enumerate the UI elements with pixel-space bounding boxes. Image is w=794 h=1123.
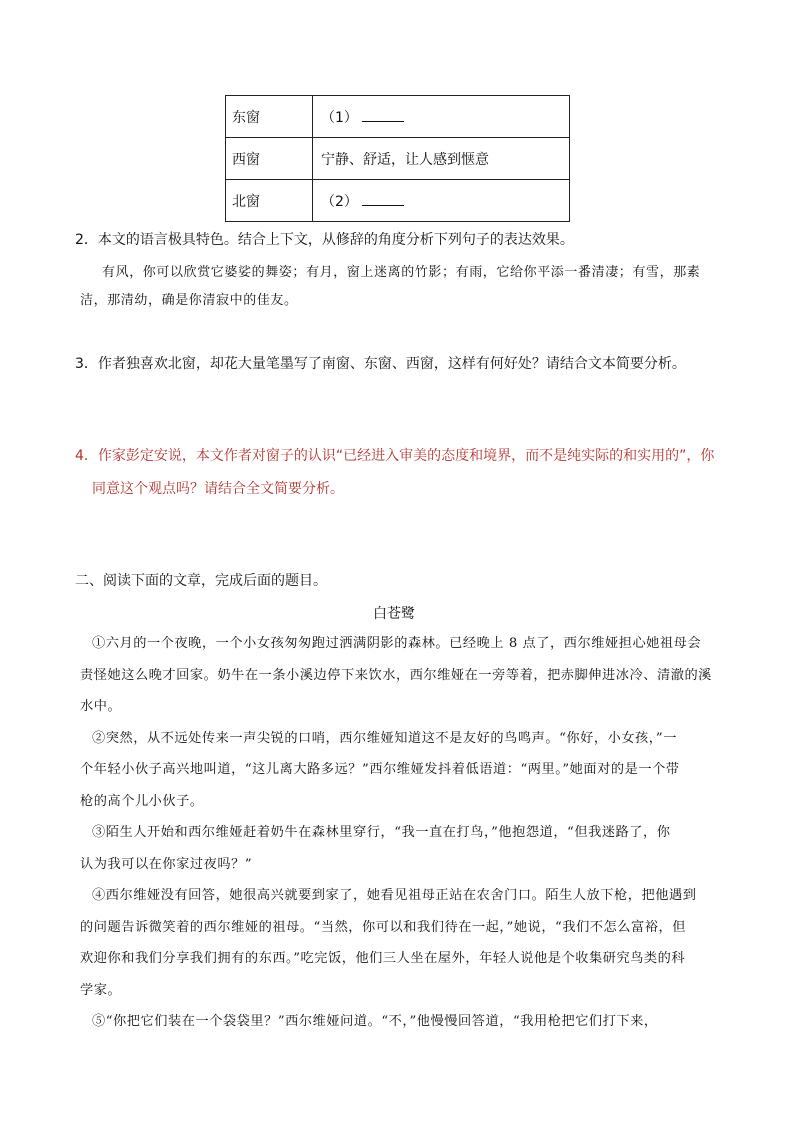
table-cell-content — [313, 96, 570, 138]
article-paragraph — [80, 628, 720, 723]
paragraph-line: 枪的高个儿小伙子。 — [80, 793, 204, 809]
article-paragraph — [80, 880, 720, 1006]
table-cell-content: 宁静、舒适，让人感到惬意 — [313, 138, 570, 180]
section-heading: 二、阅读下面的文章，完成后面的题目。 — [75, 573, 327, 589]
table-row — [226, 138, 570, 180]
table-row — [226, 180, 570, 222]
paragraph-line: 个年轻小伙子高兴地叫道，“这儿离大路多远？”西尔维娅发抖着低语道：“两里。”她面对的是一个带 — [80, 762, 680, 777]
answer-blank[interactable] — [362, 108, 404, 122]
paragraph-line: ④西尔维娅没有回答，她很高兴就要到家了，她看见祖母正站在农舍门口。陌生人放下枪，把他遇到 — [92, 888, 697, 903]
table-cell-label: 北窗 — [226, 180, 313, 222]
question-2-quote-line-1: 有风，你可以欣赏它婆娑的舞姿；有月，窗上迷离的竹影；有雨，它给你平添一番清凄；有雪，那素 — [102, 265, 701, 280]
paragraph-line: 欢迎你和我们分享我们拥有的东西。”吃完饭，他们三人坐在屋外，年轻人说他是个收集研究鸟类的科 — [80, 951, 686, 966]
options-table — [225, 95, 570, 222]
article-title: 白苍鹭 — [373, 606, 415, 622]
paragraph-line: 学家。 — [80, 982, 122, 998]
question-2-quote-line-2: 洁，那清幼，确是你清寂中的佳友。 — [80, 293, 298, 308]
table-cell-label: 西窗 — [226, 138, 313, 180]
table-cell-label: 东窗 — [226, 96, 313, 138]
paragraph-line: ①六月的一个夜晚，一个小女孩匆匆跑过洒满阴影的森林。已经晚上 8 点了，西尔维娅担心她祖母会 — [92, 636, 702, 651]
question-4-line-1: 4．作家彭定安说，本文作者对窗子的认识“已经进入审美的态度和境界，而不是纯实际的和实用的”，你 — [75, 448, 715, 464]
article-paragraph — [80, 1006, 720, 1038]
question-3: 3．作者独喜欢北窗，却花大量笔墨写了南窗、东窗、西窗，这样有何好处？请结合文本简要分析。 — [75, 356, 686, 372]
answer-label: （1） — [321, 109, 358, 126]
article-body — [80, 628, 720, 1038]
paragraph-line: ③陌生人开始和西尔维娅赶着奶牛在森林里穿行，“我一直在打鸟，”他抱怨道，“但我迷路了，你 — [92, 825, 671, 840]
answer-blank[interactable] — [362, 192, 404, 206]
paragraph-line: ⑤“你把它们装在一个袋袋里？”西尔维娅问道。“不，”他慢慢回答道，“我用枪把它们打下来， — [92, 1014, 658, 1029]
table-row — [226, 96, 570, 138]
article-paragraph — [80, 817, 720, 880]
paragraph-line: 责怪她这么晚才回家。奶牛在一条小溪边停下来饮水，西尔维娅在一旁等着，把赤脚伸进冰冷、清澈的溪 — [80, 667, 712, 683]
paragraph-line: ②突然，从不远处传来一声尖锐的口哨，西尔维娅知道这不是友好的鸟鸣声。“你好，小女孩，”一 — [92, 730, 677, 746]
paragraph-line: 认为我可以在你家过夜吗？” — [80, 856, 253, 872]
table-cell-content — [313, 180, 570, 222]
answer-label: （2） — [321, 193, 358, 210]
paragraph-line: 的问题告诉微笑着的西尔维娅的祖母。“当然，你可以和我们待在一起，”她说，“我们不怎么富裕，但 — [80, 919, 686, 935]
question-2-stem: 2．本文的语言极具特色。结合上下文，从修辞的角度分析下列句子的表达效果。 — [75, 232, 574, 248]
question-4-line-2: 同意这个观点吗？请结合全文简要分析。 — [92, 481, 344, 497]
paragraph-line: 水中。 — [80, 699, 122, 714]
article-paragraph — [80, 723, 720, 818]
